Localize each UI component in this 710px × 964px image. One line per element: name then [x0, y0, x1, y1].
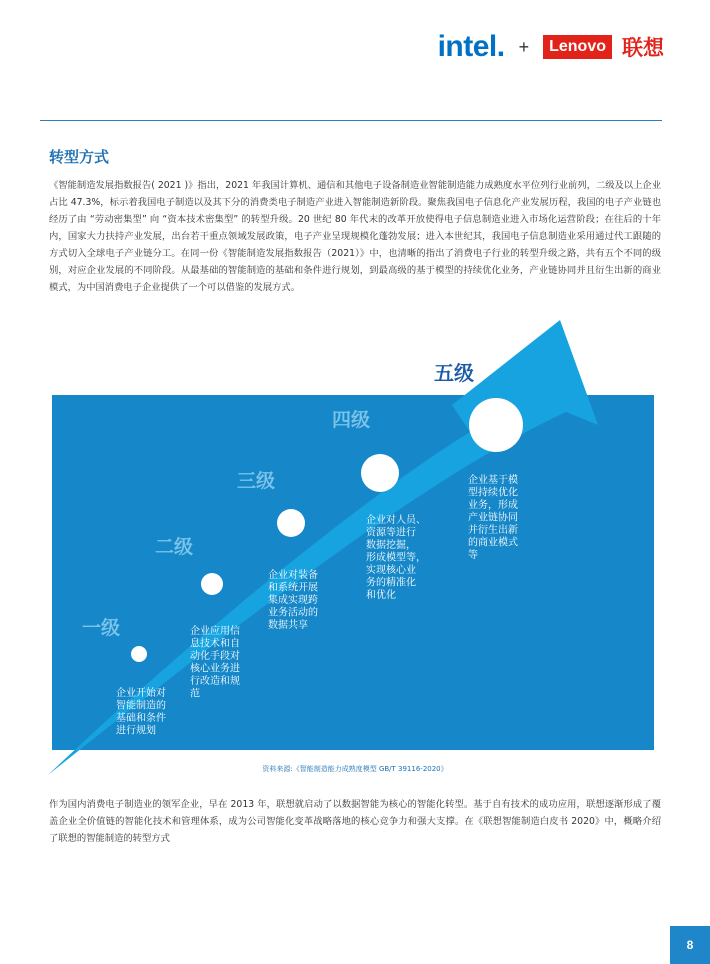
level-3-description: 企业对装备和系统开展集成实现跨业务活动的数据共享 — [268, 570, 318, 631]
maturity-levels-diagram — [0, 320, 710, 780]
level-1-label: 一级 — [82, 617, 121, 639]
lenovo-cn-logo: 联想 — [622, 36, 664, 60]
page-number: 8 — [670, 926, 710, 964]
level-5-label: 五级 — [434, 361, 474, 385]
level-2-description: 企业应用信息技术和自动化手段对核心业务进行改造和规范 — [190, 626, 240, 700]
level-5-description: 企业基于模型持续优化业务，形成产业链协同并衍生出新的商业模式等 — [468, 475, 518, 561]
lenovo-logo: Lenovo — [543, 35, 612, 59]
level-2-dot — [201, 573, 223, 595]
source-note: 资料来源:《智能制造能力成熟度模型 GB/T 39116-2020》 — [262, 765, 448, 773]
section-title: 转型方式 — [49, 148, 110, 166]
header-logos — [438, 30, 664, 64]
lenovo-paragraph: 作为国内消费电子制造业的领军企业，早在 2013 年，联想就启动了以数据智能为核心的智能化转型。基于自有技术的成功应用，联想逐渐形成了覆盖企业全价值链的智能化技术和管理体系，成为公司智能化变革战略落地的核心竞争力和强大支撑。在《联想智能制造白皮书 2020》中，概略介绍了联想的智能制造的转型方式 — [49, 799, 661, 844]
intro-paragraph: 《智能制造发展指数报告( 2021 )》指出，2021 年我国计算机、通信和其他电子设备制造业智能制造能力成熟度水平位列行业前列，二级及以上企业占比 47.3%，标示着我国电子制造以及其下分的消费类电子制造产业进入智能制造新阶段。聚焦我国电子信息化产业发展历程，我国的电子产业链也经历了由 “劳动密集型” 向 “资本技术密集型” 的转型升级。20 世纪 80 年代末的改革开放使得电子信息制造业进入市场化运营阶段；在往后的十年内，国家大力扶持产业发展，出台若干重点领域发展政策，电子产业呈现规模化蓬勃发展；进入本世纪其，我国电子信息制造业采用通过代工跟随的方式切入全球电子产业链分工。在同一份《智能制造发展指数报告（2021）》中，也清晰的指出了消费电子行业的转型升级之路，共有五个不同的级别，对应企业发展的不同阶段。从最基础的智能制造的基础和条件进行规划，到最高级的基于模型的持续优化业务，产业链协同并且衍生出新的商业模式，为中国消费电子企业提供了一个可以借鉴的发展方式。 — [49, 180, 661, 293]
header-divider — [40, 120, 662, 121]
level-3-label: 三级 — [237, 470, 276, 492]
level-1-description: 企业开始对智能制造的基础和条件进行规划 — [116, 688, 166, 737]
plus-sign: + — [518, 36, 530, 57]
level-2-label: 二级 — [155, 536, 194, 558]
intel-logo: intel. — [437, 30, 505, 63]
level-4-dot — [361, 454, 399, 492]
level-4-label: 四级 — [332, 409, 371, 431]
level-3-dot — [277, 509, 305, 537]
level-1-dot — [131, 646, 147, 662]
level-5-dot — [469, 398, 523, 452]
level-4-description: 企业对人员、资源等进行数据挖掘，形成模型等，实现核心业务的精准化和优化 — [366, 515, 426, 601]
